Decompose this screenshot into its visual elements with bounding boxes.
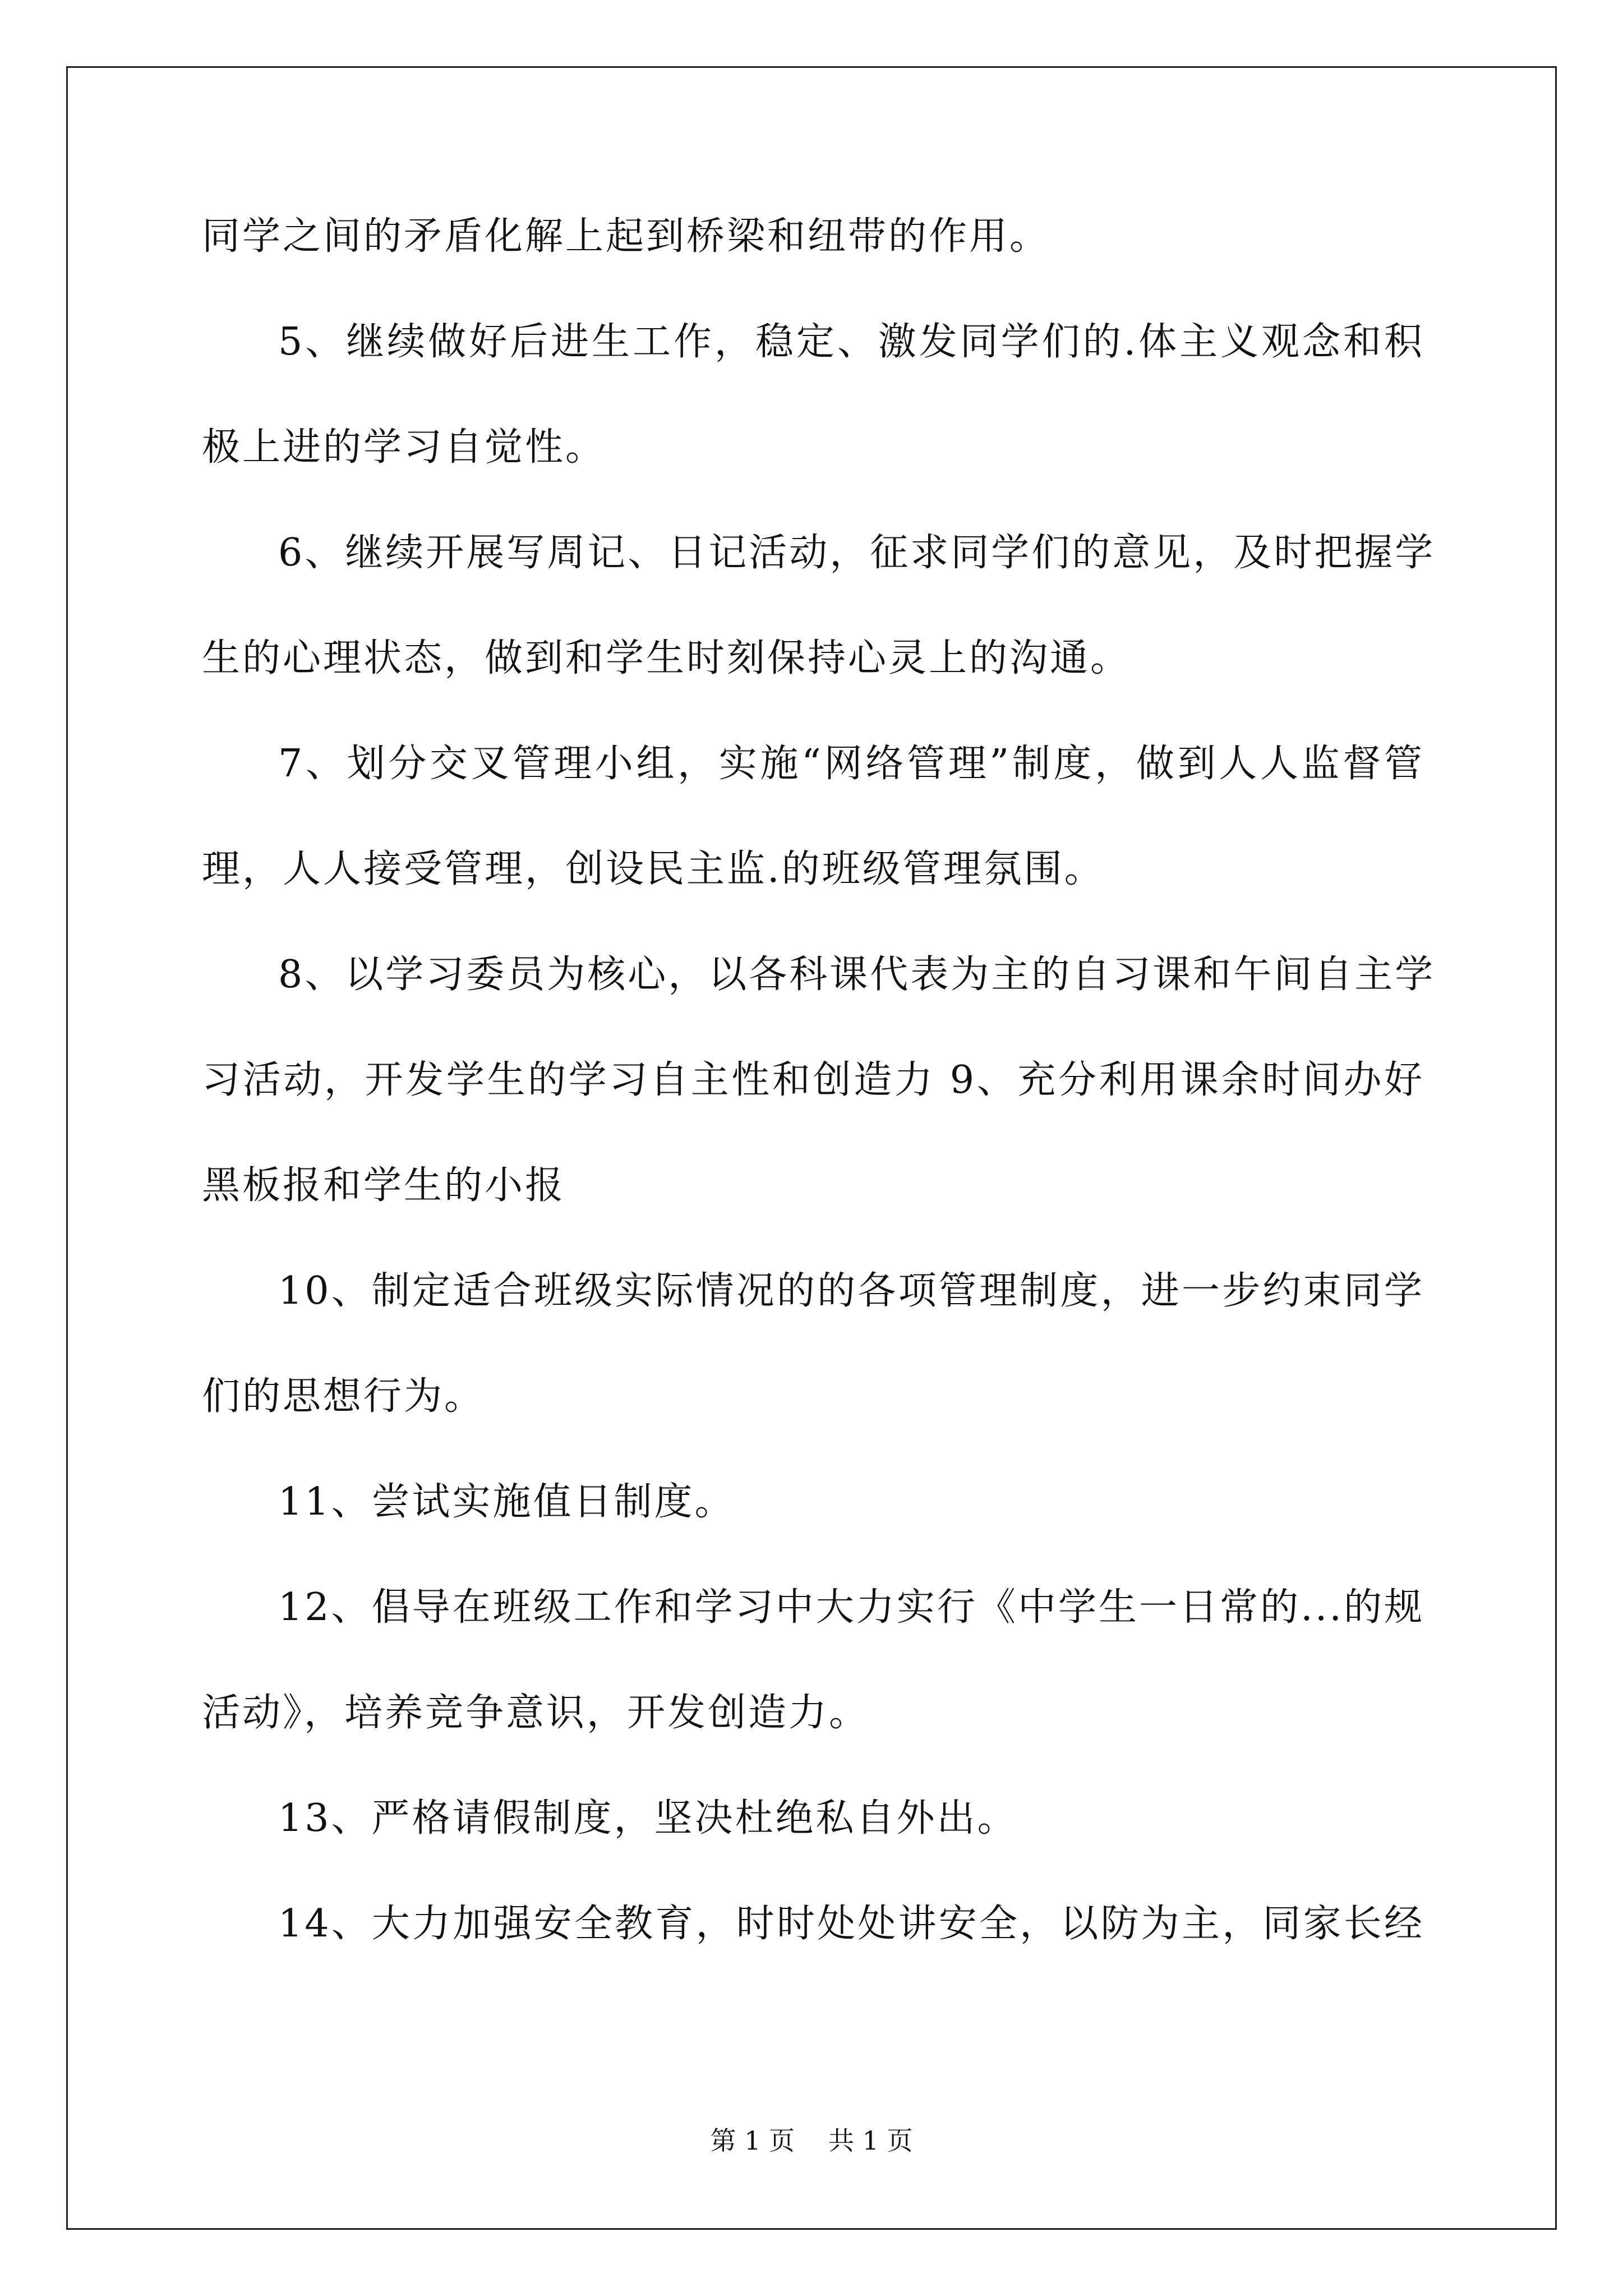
paragraph-line: 12、倡导在班级工作和学习中大力实行《中学生一日常的...的规 xyxy=(278,1585,1425,1630)
paragraph-line: 极上进的学习自觉性。 xyxy=(202,425,606,470)
page-footer xyxy=(0,2124,1623,2157)
paragraph-line: 6、继续开展写周记、日记活动，征求同学们的意见，及时把握学 xyxy=(278,531,1436,575)
paragraph-line: 14、大力加强安全教育，时时处处讲安全，以防为主，同家长经 xyxy=(278,1902,1424,1946)
document-body xyxy=(202,203,1436,1996)
paragraph-line: 5、继续做好后进生工作，稳定、激发同学们的.体主义观念和积 xyxy=(278,320,1424,364)
paragraph-line: 黑板报和学生的小报 xyxy=(202,1163,566,1208)
paragraph-line: 活动》，培养竞争意识，开发创造力。 xyxy=(202,1691,870,1735)
paragraph-line: 7、划分交叉管理小组，实施“网络管理”制度，做到人人监督管 xyxy=(278,742,1424,786)
paragraph-line: 13、严格请假制度，坚决杜绝私自外出。 xyxy=(278,1796,1018,1841)
paragraph-line: 们的思想行为。 xyxy=(202,1374,485,1419)
paragraph-line: 同学之间的矛盾化解上起到桥梁和纽带的作用。 xyxy=(202,214,1050,259)
page-total: 共 1 页 xyxy=(828,2125,913,2156)
paragraph-line: 习活动，开发学生的学习自主性和创造力 9、充分利用课余时间办好 xyxy=(202,1058,1424,1102)
paragraph-line: 10、制定适合班级实际情况的的各项管理制度，进一步约束同学 xyxy=(278,1269,1424,1313)
paragraph-line: 生的心理状态，做到和学生时刻保持心灵上的沟通。 xyxy=(202,636,1131,680)
paragraph-line: 11、尝试实施值日制度。 xyxy=(278,1480,735,1524)
paragraph-line: 理，人人接受管理，创设民主监.的班级管理氛围。 xyxy=(202,847,1105,891)
page-number: 第 1 页 xyxy=(710,2125,795,2156)
paragraph-line: 8、以学习委员为核心，以各科课代表为主的自习课和午间自主学 xyxy=(278,953,1436,997)
